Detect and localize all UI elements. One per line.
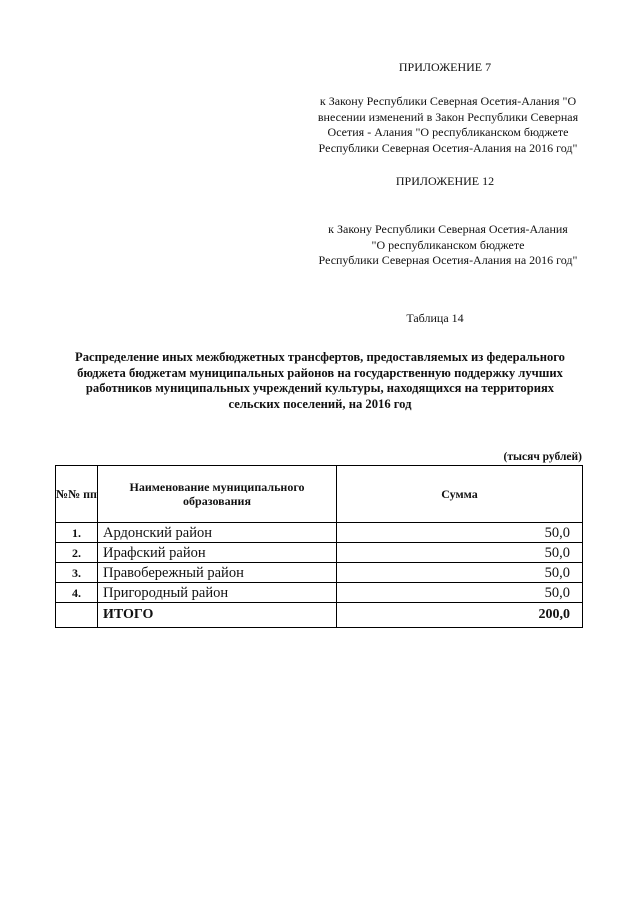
document-title-line: работников муниципальных учреждений культуры, находящихся на территориях bbox=[85, 381, 555, 396]
row-municipality: Пригородный район bbox=[98, 583, 337, 603]
row-number: 4. bbox=[56, 583, 98, 603]
row-number: 3. bbox=[56, 563, 98, 583]
appendix-7-reference bbox=[300, 94, 596, 156]
row-number: 1. bbox=[56, 523, 98, 543]
header-municipality: Наименование муниципального образования bbox=[98, 466, 337, 523]
row-number: 2. bbox=[56, 543, 98, 563]
row-municipality: Ирафский район bbox=[98, 543, 337, 563]
row-amount: 50,0 bbox=[337, 543, 583, 563]
row-amount: 50,0 bbox=[337, 583, 583, 603]
appendix-12-title: ПРИЛОЖЕНИЕ 12 bbox=[395, 174, 495, 188]
header-amount: Сумма bbox=[337, 466, 583, 523]
units-note: (тысяч рублей) bbox=[503, 451, 582, 463]
appendix-7-title: ПРИЛОЖЕНИЕ 7 bbox=[398, 60, 492, 74]
table-row bbox=[56, 563, 583, 583]
table-row bbox=[56, 523, 583, 543]
table-number: Таблица 14 bbox=[406, 311, 464, 325]
row-municipality: Ардонский район bbox=[98, 523, 337, 543]
row-municipality: Правобережный район bbox=[98, 563, 337, 583]
appendix-12-line: к Закону Республики Северная Осетия-Алания bbox=[328, 222, 568, 236]
document-title-line: бюджета бюджетам муниципальных районов на государственную поддержку лучших bbox=[77, 365, 563, 380]
appendix-12-line: "О республиканском бюджете bbox=[371, 237, 525, 252]
appendix-7-line: Республики Северная Осетия-Алания на 2016 год" bbox=[318, 140, 578, 155]
table-row bbox=[56, 543, 583, 563]
table-header-row bbox=[56, 466, 583, 523]
appendix-7-line: внесении изменений в Закон Республики Северная bbox=[317, 109, 579, 124]
appendix-12-reference bbox=[300, 222, 596, 269]
row-amount: 50,0 bbox=[337, 563, 583, 583]
total-label: ИТОГО bbox=[98, 603, 337, 628]
row-amount: 50,0 bbox=[337, 523, 583, 543]
document-title-line: сельских поселений, на 2016 год bbox=[228, 396, 412, 411]
appendix-12-line: Республики Северная Осетия-Алания на 2016 год" bbox=[318, 253, 578, 267]
appendix-7-line: к Закону Республики Северная Осетия-Алания "О bbox=[319, 94, 577, 108]
header-number: №№ пп bbox=[56, 466, 98, 523]
appendix-7-line: Осетия - Алания "О республиканском бюджете bbox=[327, 125, 569, 139]
allocation-table bbox=[55, 465, 583, 628]
document-title-line: Распределение иных межбюджетных трансфертов, предоставляемых из федерального bbox=[75, 350, 565, 364]
total-amount: 200,0 bbox=[337, 603, 583, 628]
document-title bbox=[50, 350, 590, 412]
table-row bbox=[56, 583, 583, 603]
table-total-row bbox=[56, 603, 583, 628]
total-number-cell bbox=[56, 603, 98, 628]
